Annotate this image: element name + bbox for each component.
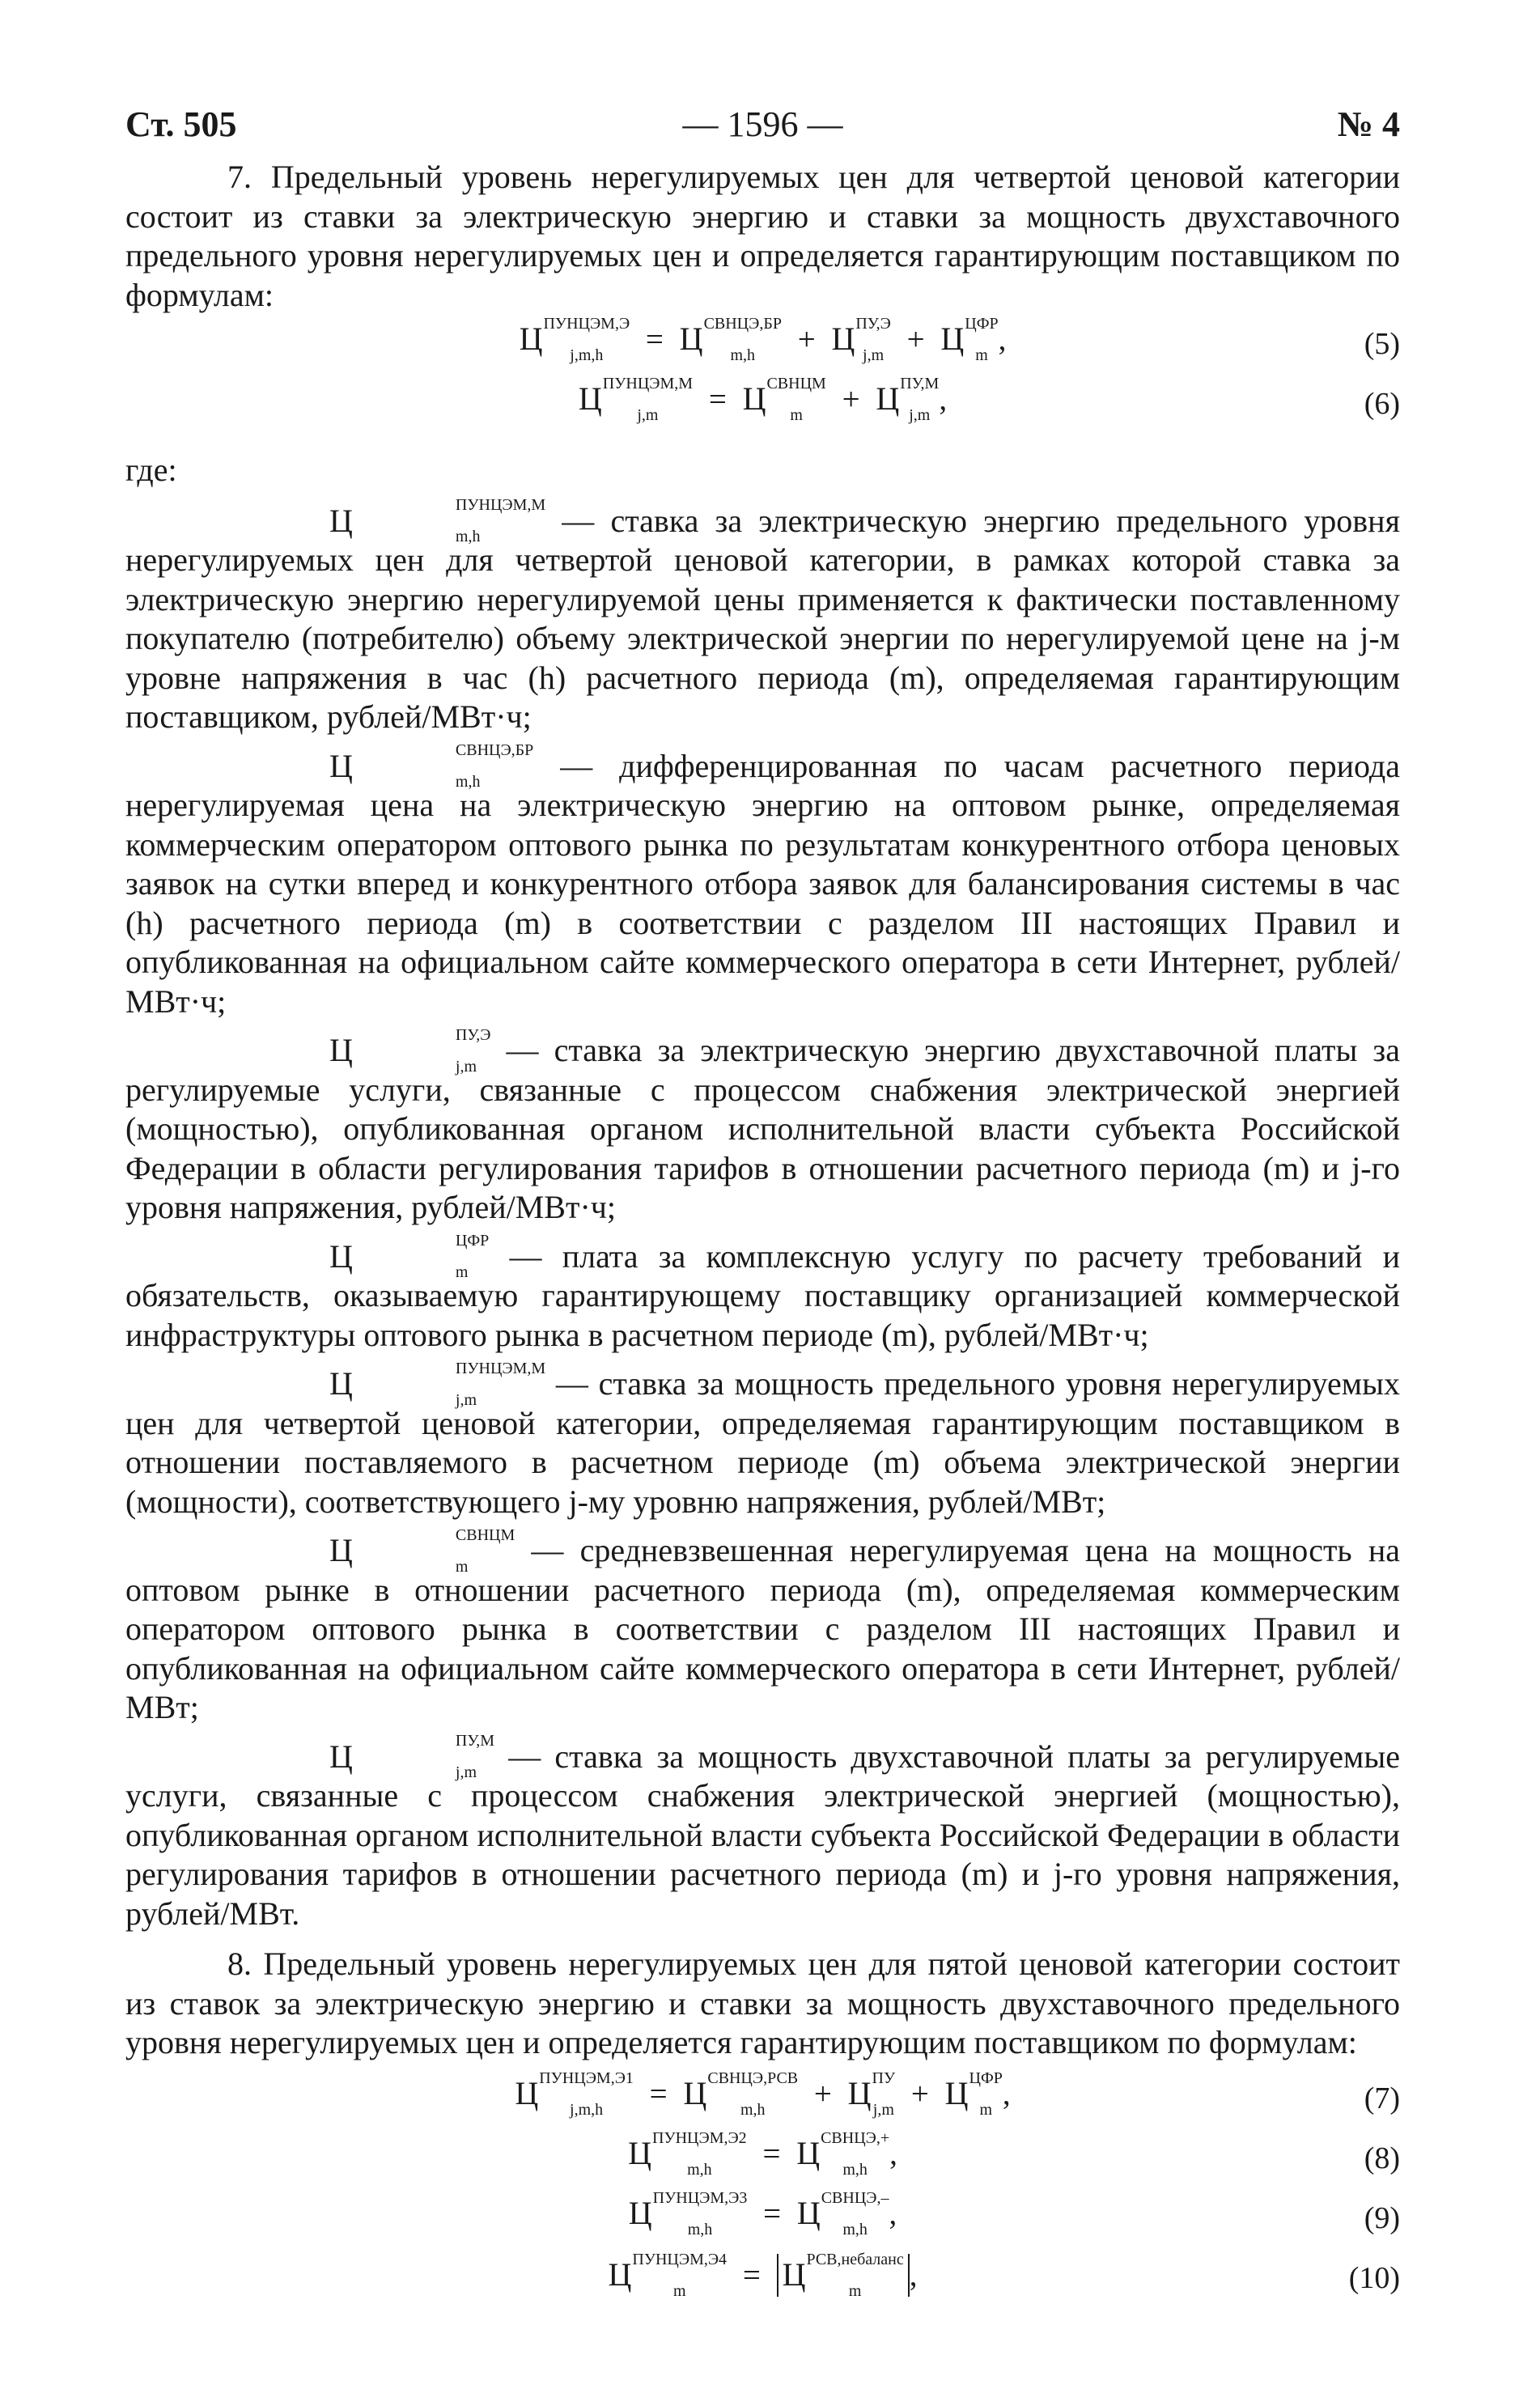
definition-6-symbol: Ц СВНЦМ m: [329, 1525, 515, 1576]
definition-5-symbol: Ц ПУНЦЭМ,М j,m: [329, 1359, 546, 1409]
equation-number: (10): [1348, 2260, 1400, 2295]
formula-8-lhs: Ц ПУНЦЭМ,Э2 m,h: [628, 2128, 747, 2179]
definition-4: Ц ЦФР m — плата за комплексную услугу по расчету требований и обязательств, оказываемую гарантирующему поставщику организацией коммерческой инфраструктуры оптового рынка в расчетном периоде (m), рублей/МВт·ч;: [125, 1232, 1400, 1353]
formula-6-term-2: Ц ПУ,М j,m: [876, 375, 940, 425]
formula-7-term-1: Ц СВНЦЭ,РСВ m,h: [683, 2069, 799, 2119]
definition-5: Ц ПУНЦЭМ,М j,m — ставка за мощность предельного уровня нерегулируемых цен для четвертой ценовой категории, определяемая гарантирующим поставщиком в отношении поставляемого в расчетном периоде (m) объема электрической энергии (мощности), соответствующего j-му уровню напряжения, рублей/МВт;: [125, 1359, 1400, 1520]
equation-number: (7): [1364, 2081, 1400, 2115]
formula-9: Ц ПУНЦЭМ,Э3 m,h = Ц СВНЦЭ,– m,h , (9): [628, 2188, 1400, 2238]
absolute-value: [777, 2250, 910, 2300]
definition-7-symbol: Ц ПУ,М j,m: [329, 1732, 495, 1782]
paragraph-8: 8. Предельный уровень нерегулируемых цен для пятой ценовой категории состоит из ставок за электрическую энергию и ставки за мощность двухставочного предельного уровня нерегулируемых цен и определяется гарантирующим поставщиком по формулам:: [125, 1946, 1400, 2060]
definition-1-symbol: Ц ПУНЦЭМ,М m,h: [329, 496, 546, 546]
formula-9-term-1: Ц СВНЦЭ,– m,h: [796, 2188, 889, 2238]
formula-8-term-1: Ц СВНЦЭ,+ m,h: [796, 2128, 890, 2179]
definition-2: Ц СВНЦЭ,БР m,h — дифференцированная по часам расчетного периода нерегулируемая цена на электрическую энергию на оптовом рынке, определяемая коммерческим оператором оптового рынка по результатам конкурентного отбора ценовых заявок на сутки вперед и конкурентного отбора заявок для балансирования системы в час (h) расчетного периода (m) в соответствии с разделом III настоящих Правил и опубликованная на официальном сайте коммерческого оператора в сети Интернет, рублей/МВт·ч;: [125, 741, 1400, 1020]
formula-6-lhs: Ц ПУНЦЭМ,М j,m: [578, 375, 694, 425]
issue-number: № 4: [1337, 104, 1400, 144]
equation-number: (8): [1364, 2141, 1400, 2175]
formula-6: Ц ПУНЦЭМ,М j,m = Ц СВНЦМ m + Ц ПУ,М j,m , (6): [578, 375, 1400, 425]
document-body: [125, 158, 1400, 2314]
formula-7-term-3: Ц ЦФР m: [944, 2069, 1003, 2119]
formula-5-term-1: Ц СВНЦЭ,БР m,h: [679, 315, 782, 365]
definition-3: Ц ПУ,Э j,m — ставка за электрическую энергию двухставочной платы за регулируемые услуги, связанные с процессом снабжения электрической энергией (мощностью), опубликованная органом исполнительной власти субъекта Российской Федерации в области регулирования тарифов в отношении расчетного периода (m) и j-го уровня напряжения, рублей/МВт·ч;: [125, 1025, 1400, 1225]
formula-8: Ц ПУНЦЭМ,Э2 m,h = Ц СВНЦЭ,+ m,h , (8): [628, 2128, 1400, 2179]
formula-9-lhs: Ц ПУНЦЭМ,Э3 m,h: [628, 2188, 748, 2238]
formula-5-term-3: Ц ЦФР m: [940, 315, 999, 365]
formula-10-term-1: Ц РСВ,небаланс m: [782, 2250, 904, 2300]
equation-number: (9): [1364, 2200, 1400, 2235]
formula-10: Ц ПУНЦЭМ,Э4 m = Ц РСВ,небаланс m , (10): [608, 2250, 1400, 2300]
definition-3-symbol: Ц ПУ,Э j,m: [329, 1025, 491, 1076]
page-header: [125, 104, 1400, 146]
equation-number: (6): [1364, 387, 1400, 421]
definition-6: Ц СВНЦМ m — средневзвешенная нерегулируемая цена на мощность на оптовом рынке в отношении расчетного периода (m), определяемая коммерческим оператором оптового рынка в соответствии с разделом III настоящих Правил и опубликованная на официальном сайте коммерческого оператора в сети Интернет, рублей/МВт;: [125, 1525, 1400, 1725]
page-number: — 1596 —: [682, 104, 843, 144]
where-label: где:: [125, 452, 177, 488]
formula-7-term-2: Ц ПУ j,m: [847, 2069, 896, 2119]
definition-7: Ц ПУ,М j,m — ставка за мощность двухставочной платы за регулируемые услуги, связанные с процессом снабжения электрической энергией (мощностью), опубликованная органом исполнительной власти субъекта Российской Федерации в области регулирования тарифов в отношении расчетного периода (m) и j-го уровня напряжения, рублей/МВт.: [125, 1732, 1400, 1932]
definition-1: Ц ПУНЦЭМ,М m,h — ставка за электрическую энергию предельного уровня нерегулируемых цен для четвертой ценовой категории, в рамках которой ставка за электрическую энергию нерегулируемой цены применяется к фактически поставленному покупателю (потребителю) объему электрической энергии по нерегулируемой цене на j-м уровне напряжения в час (h) расчетного периода (m), определяемая гарантирующим поставщиком, рублей/МВт·ч;: [125, 496, 1400, 735]
equation-number: (5): [1364, 327, 1400, 361]
formula-5-term-2: Ц ПУ,Э j,m: [831, 315, 891, 365]
formula-7-lhs: Ц ПУНЦЭМ,Э1 j,m,h: [515, 2069, 634, 2119]
formula-7: Ц ПУНЦЭМ,Э1 j,m,h = Ц СВНЦЭ,РСВ m,h + Ц ПУ j,m + Ц ЦФР m , (7): [515, 2069, 1400, 2119]
paragraph-7: 7. Предельный уровень нерегулируемых цен для четвертой ценовой категории состоит из ставки за электрическую энергию и ставки за мощность двухставочного предельного уровня нерегулируемых цен и определяется гарантирующим поставщиком по формулам:: [125, 159, 1400, 313]
formula-5: Ц ПУНЦЭМ,Э j,m,h = Ц СВНЦЭ,БР m,h + Ц ПУ,Э j,m + Ц ЦФР m , (5): [519, 315, 1400, 365]
formula-5-lhs: Ц ПУНЦЭМ,Э j,m,h: [519, 315, 630, 365]
formula-10-lhs: Ц ПУНЦЭМ,Э4 m: [608, 2250, 728, 2300]
definition-4-symbol: Ц ЦФР m: [329, 1232, 490, 1282]
article-number: Ст. 505: [125, 104, 237, 144]
formula-6-term-1: Ц СВНЦМ m: [742, 375, 826, 425]
definition-2-symbol: Ц СВНЦЭ,БР m,h: [329, 741, 534, 791]
